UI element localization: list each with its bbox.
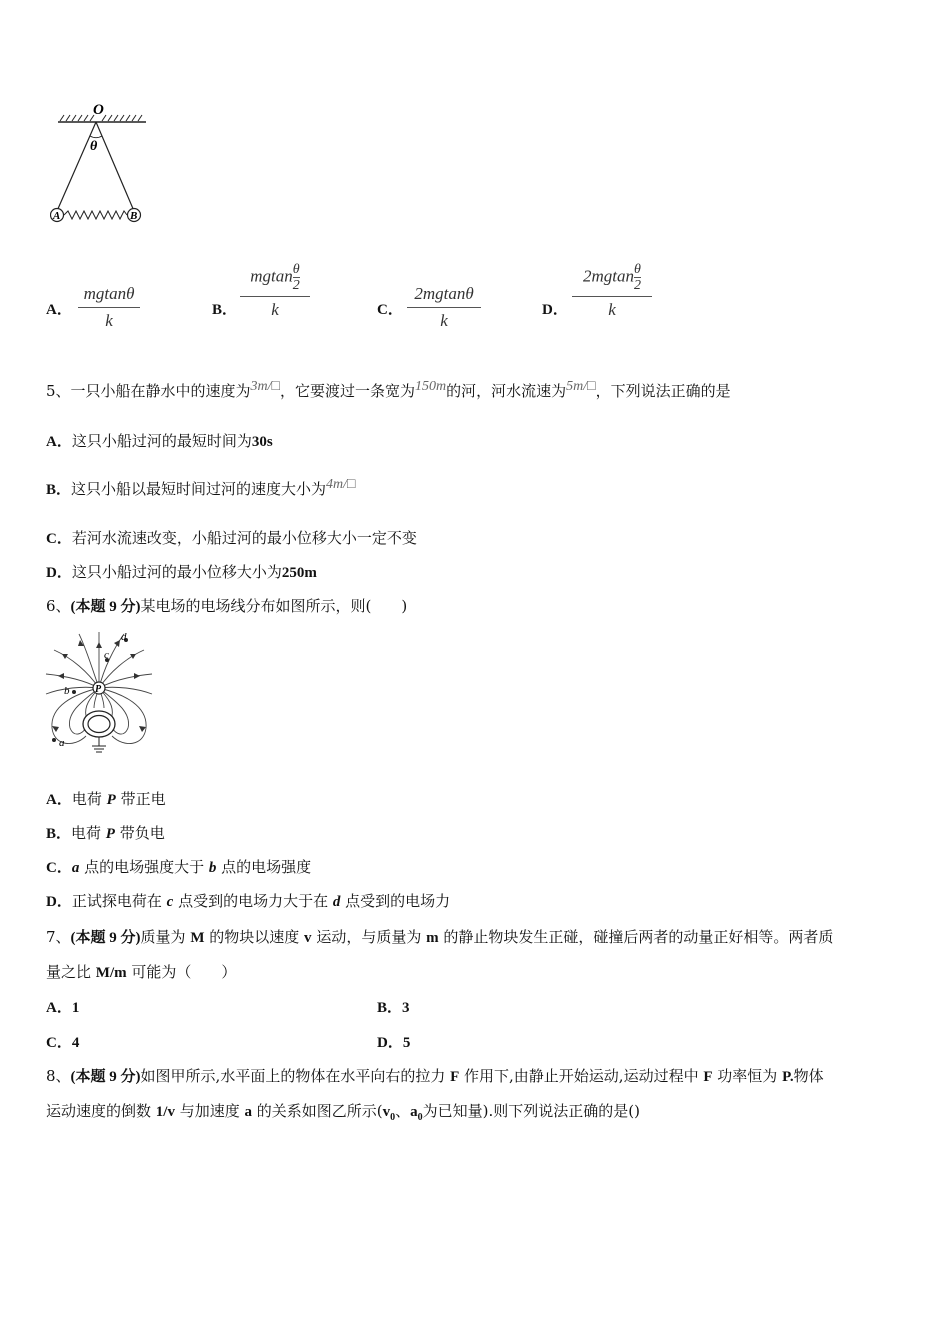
q4-option-b-label[interactable]: B．: [212, 302, 238, 318]
label-b: B: [130, 210, 138, 222]
q5-option-b[interactable]: B．这只小船以最短时间过河的速度大小为4m/□: [46, 477, 356, 498]
q7-option-a[interactable]: A．1: [46, 1000, 80, 1016]
q6-option-c[interactable]: C．a 点的电场强度大于 b 点的电场强度: [46, 858, 312, 876]
label-theta: θ: [90, 139, 98, 154]
q8-stem-line1: 8、(本题 9 分)如图甲所示,水平面上的物体在水平向右的拉力 F 作用下,由静止开始运动,运动过程中 F 功率恒为 P.物体: [46, 1067, 824, 1085]
q4-option-b-fraction: $mgtan\frac{\theta}{2}$ k: [240, 262, 310, 320]
label-b-point: b: [64, 685, 70, 697]
q6-stem: 6、(本题 9 分)某电场的电场线分布如图所示，则( ): [46, 597, 408, 615]
q7-option-d[interactable]: D．5: [377, 1035, 411, 1051]
label-c-point: c: [104, 649, 109, 661]
label-o: O: [93, 102, 104, 118]
q4-option-c-label[interactable]: C．: [377, 302, 403, 318]
q4-option-c-fraction: 2mgtanθ k: [407, 284, 481, 331]
q7-option-b[interactable]: B．3: [377, 1000, 410, 1016]
q4-option-a-fraction: mgtanθ k: [78, 284, 140, 331]
q8-stem-line2: 运动速度的倒数 1/v 与加速度 a 的关系如图乙所示($v_0$、$a_0$为已知量).则下列说法正确的是(): [46, 1102, 640, 1123]
q5-option-a[interactable]: A．这只小船过河的最短时间为30s: [46, 432, 273, 450]
q6-option-d[interactable]: D．正试探电荷在 c 点受到的电场力大于在 d 点受到的电场力: [46, 892, 451, 910]
label-a-point: a: [59, 737, 65, 749]
q4-option-d-fraction: $2mgtan\frac{\theta}{2}$ k: [572, 262, 652, 320]
q5-option-c[interactable]: C．若河水流速改变，小船过河的最小位移大小一定不变: [46, 529, 417, 547]
q4-option-d-label[interactable]: D．: [542, 302, 568, 318]
q4-option-a-label[interactable]: A．: [46, 302, 72, 318]
q5-stem: 5、一只小船在静水中的速度为3m/□，它要渡过一条宽为150m的河，河水流速为5m/□，下列说法正确的是: [46, 379, 731, 400]
q7-stem-line2: 量之比 M/m 可能为（ ）: [46, 963, 237, 981]
q6-option-a[interactable]: A．电荷 P 带正电: [46, 790, 166, 808]
q7-stem-line1: 7、(本题 9 分)质量为 M 的物块以速度 v 运动，与质量为 m 的静止物块发生正碰，碰撞后两者的动量正好相等。两者质: [46, 928, 834, 946]
q5-option-d[interactable]: D．这只小船过河的最小位移大小为250m: [46, 563, 317, 581]
label-p: P: [95, 684, 102, 695]
pendulum-spring-figure: [50, 98, 160, 228]
label-a: A: [53, 210, 61, 222]
electric-field-figure: [44, 628, 156, 762]
q6-option-b[interactable]: B．电荷 P 带负电: [46, 824, 165, 842]
q7-option-c[interactable]: C．4: [46, 1035, 80, 1051]
label-d-point: d: [121, 631, 127, 643]
